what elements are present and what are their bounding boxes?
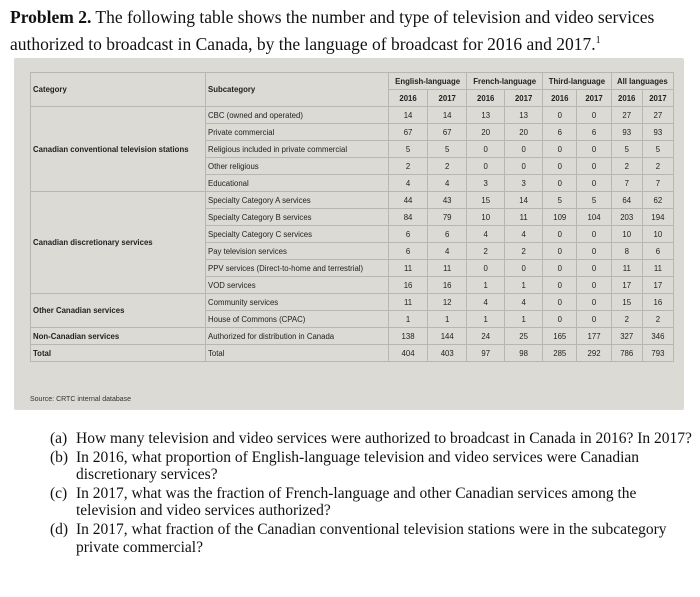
subcategory-cell: Authorized for distribution in Canada: [206, 328, 389, 345]
category-cell: Canadian conventional television stations: [31, 107, 206, 192]
value-cell: 0: [577, 294, 611, 311]
value-cell: 16: [642, 294, 673, 311]
value-cell: 7: [642, 175, 673, 192]
value-cell: 2: [611, 311, 642, 328]
value-cell: 0: [577, 226, 611, 243]
value-cell: 62: [642, 192, 673, 209]
category-cell: Total: [31, 345, 206, 362]
value-cell: 20: [467, 124, 505, 141]
question-label: (b): [50, 448, 69, 466]
subcategory-cell: House of Commons (CPAC): [206, 311, 389, 328]
table-row: [31, 294, 674, 311]
value-cell: 3: [505, 175, 543, 192]
value-cell: 0: [505, 260, 543, 277]
value-cell: 93: [611, 124, 642, 141]
value-cell: 11: [389, 260, 428, 277]
value-cell: 2: [642, 311, 673, 328]
value-cell: 144: [428, 328, 467, 345]
value-cell: 27: [642, 107, 673, 124]
value-cell: 15: [467, 192, 505, 209]
value-cell: 97: [467, 345, 505, 362]
value-cell: 24: [467, 328, 505, 345]
question-d: [50, 521, 698, 556]
subcategory-cell: VOD services: [206, 277, 389, 294]
value-cell: 4: [505, 226, 543, 243]
value-cell: 1: [505, 311, 543, 328]
table-row: [31, 345, 674, 362]
footnote-mark: 1: [595, 35, 601, 46]
value-cell: 1: [467, 311, 505, 328]
value-cell: 138: [389, 328, 428, 345]
value-cell: 4: [467, 226, 505, 243]
value-cell: 14: [428, 107, 467, 124]
value-cell: 4: [505, 294, 543, 311]
header-category: Category: [31, 73, 206, 107]
value-cell: 0: [543, 158, 577, 175]
value-cell: 0: [543, 141, 577, 158]
value-cell: 285: [543, 345, 577, 362]
value-cell: 14: [389, 107, 428, 124]
category-cell: Canadian discretionary services: [31, 192, 206, 294]
table-source: Source: CRTC internal database: [30, 396, 132, 403]
value-cell: 4: [428, 175, 467, 192]
value-cell: 6: [389, 226, 428, 243]
value-cell: 5: [543, 192, 577, 209]
value-cell: 13: [467, 107, 505, 124]
question-text: In 2016, what proportion of English-language television and video services were Canadian discretionary services?: [76, 448, 640, 484]
value-cell: 11: [389, 294, 428, 311]
value-cell: 0: [543, 107, 577, 124]
value-cell: 6: [428, 226, 467, 243]
value-cell: 16: [428, 277, 467, 294]
subcategory-cell: Specialty Category A services: [206, 192, 389, 209]
subcategory-cell: Other religious: [206, 158, 389, 175]
value-cell: 12: [428, 294, 467, 311]
problem-text: The following table shows the number and type of television and video services authorized to broadcast in Canada, by the language of broadcast for 2016 and 2017.: [10, 7, 655, 54]
value-cell: 2: [505, 243, 543, 260]
subcategory-cell: Specialty Category C services: [206, 226, 389, 243]
value-cell: 20: [505, 124, 543, 141]
question-b: [50, 449, 698, 484]
value-cell: 793: [642, 345, 673, 362]
value-cell: 6: [543, 124, 577, 141]
value-cell: 6: [389, 243, 428, 260]
question-label: (c): [50, 484, 68, 502]
value-cell: 3: [467, 175, 505, 192]
subcategory-cell: Educational: [206, 175, 389, 192]
year-header: 2017: [642, 90, 673, 107]
year-header: 2017: [505, 90, 543, 107]
question-c: [50, 485, 698, 520]
value-cell: 0: [543, 277, 577, 294]
value-cell: 327: [611, 328, 642, 345]
value-cell: 0: [577, 277, 611, 294]
value-cell: 0: [543, 226, 577, 243]
value-cell: 0: [467, 260, 505, 277]
value-cell: 0: [577, 175, 611, 192]
value-cell: 0: [467, 158, 505, 175]
table-body: [31, 107, 674, 362]
value-cell: 786: [611, 345, 642, 362]
value-cell: 44: [389, 192, 428, 209]
year-header: 2017: [577, 90, 611, 107]
value-cell: 0: [505, 141, 543, 158]
value-cell: 6: [642, 243, 673, 260]
value-cell: 10: [611, 226, 642, 243]
value-cell: 2: [389, 158, 428, 175]
problem-statement: [10, 6, 690, 56]
question-a: [50, 430, 698, 448]
value-cell: 2: [611, 158, 642, 175]
subcategory-cell: CBC (owned and operated): [206, 107, 389, 124]
subcategory-cell: PPV services (Direct-to-home and terrestrial): [206, 260, 389, 277]
value-cell: 25: [505, 328, 543, 345]
value-cell: 0: [577, 141, 611, 158]
value-cell: 13: [505, 107, 543, 124]
value-cell: 5: [428, 141, 467, 158]
value-cell: 177: [577, 328, 611, 345]
question-label: (a): [50, 430, 68, 447]
subcategory-cell: Pay television services: [206, 243, 389, 260]
year-header: 2016: [389, 90, 428, 107]
questions-list: [50, 430, 698, 557]
problem-label: Problem 2.: [10, 7, 92, 27]
value-cell: 1: [505, 277, 543, 294]
value-cell: 0: [543, 260, 577, 277]
value-cell: 1: [428, 311, 467, 328]
subcategory-cell: Private commercial: [206, 124, 389, 141]
value-cell: 79: [428, 209, 467, 226]
year-header: 2016: [611, 90, 642, 107]
value-cell: 98: [505, 345, 543, 362]
value-cell: 67: [389, 124, 428, 141]
year-header: 2016: [543, 90, 577, 107]
value-cell: 15: [611, 294, 642, 311]
value-cell: 0: [543, 294, 577, 311]
subcategory-cell: Total: [206, 345, 389, 362]
value-cell: 11: [505, 209, 543, 226]
value-cell: 1: [467, 277, 505, 294]
category-cell: Non-Canadian services: [31, 328, 206, 345]
value-cell: 5: [577, 192, 611, 209]
tv-services-table: [30, 72, 674, 362]
category-cell: Other Canadian services: [31, 294, 206, 328]
table-row: [31, 328, 674, 345]
value-cell: 7: [611, 175, 642, 192]
value-cell: 4: [467, 294, 505, 311]
header-english: English-language: [389, 73, 467, 90]
value-cell: 4: [389, 175, 428, 192]
subcategory-cell: Specialty Category B services: [206, 209, 389, 226]
value-cell: 10: [467, 209, 505, 226]
value-cell: 403: [428, 345, 467, 362]
value-cell: 11: [611, 260, 642, 277]
value-cell: 27: [611, 107, 642, 124]
year-header: 2017: [428, 90, 467, 107]
value-cell: 1: [389, 311, 428, 328]
value-cell: 11: [428, 260, 467, 277]
value-cell: 0: [577, 158, 611, 175]
value-cell: 67: [428, 124, 467, 141]
table-header-row-1: [31, 73, 674, 90]
value-cell: 0: [543, 243, 577, 260]
header-all: All languages: [611, 73, 673, 90]
value-cell: 6: [577, 124, 611, 141]
value-cell: 0: [467, 141, 505, 158]
value-cell: 165: [543, 328, 577, 345]
subcategory-cell: Community services: [206, 294, 389, 311]
value-cell: 0: [543, 175, 577, 192]
value-cell: 0: [577, 107, 611, 124]
table-row: [31, 107, 674, 124]
value-cell: 109: [543, 209, 577, 226]
header-third: Third-language: [543, 73, 612, 90]
header-french: French-language: [467, 73, 543, 90]
value-cell: 43: [428, 192, 467, 209]
value-cell: 17: [611, 277, 642, 294]
value-cell: 64: [611, 192, 642, 209]
year-header: 2016: [467, 90, 505, 107]
question-label: (d): [50, 520, 69, 538]
value-cell: 0: [577, 243, 611, 260]
value-cell: 194: [642, 209, 673, 226]
value-cell: 17: [642, 277, 673, 294]
value-cell: 16: [389, 277, 428, 294]
value-cell: 0: [577, 311, 611, 328]
value-cell: 93: [642, 124, 673, 141]
table-row: [31, 192, 674, 209]
value-cell: 2: [642, 158, 673, 175]
header-subcategory: Subcategory: [206, 73, 389, 107]
value-cell: 5: [389, 141, 428, 158]
value-cell: 10: [642, 226, 673, 243]
value-cell: 292: [577, 345, 611, 362]
value-cell: 14: [505, 192, 543, 209]
value-cell: 0: [505, 158, 543, 175]
value-cell: 203: [611, 209, 642, 226]
value-cell: 2: [467, 243, 505, 260]
question-text: In 2017, what fraction of the Canadian conventional television stations were in the subcategory private commercial?: [76, 520, 667, 556]
value-cell: 5: [642, 141, 673, 158]
value-cell: 0: [543, 311, 577, 328]
value-cell: 84: [389, 209, 428, 226]
value-cell: 8: [611, 243, 642, 260]
question-text: In 2017, what was the fraction of French-language and other Canadian services among the television and video services authorized?: [76, 484, 637, 520]
question-text: How many television and video services were authorized to broadcast in Canada in 2016? In 2017?: [76, 430, 692, 447]
subcategory-cell: Religious included in private commercial: [206, 141, 389, 158]
value-cell: 0: [577, 260, 611, 277]
value-cell: 404: [389, 345, 428, 362]
value-cell: 11: [642, 260, 673, 277]
value-cell: 4: [428, 243, 467, 260]
value-cell: 104: [577, 209, 611, 226]
value-cell: 5: [611, 141, 642, 158]
value-cell: 346: [642, 328, 673, 345]
value-cell: 2: [428, 158, 467, 175]
